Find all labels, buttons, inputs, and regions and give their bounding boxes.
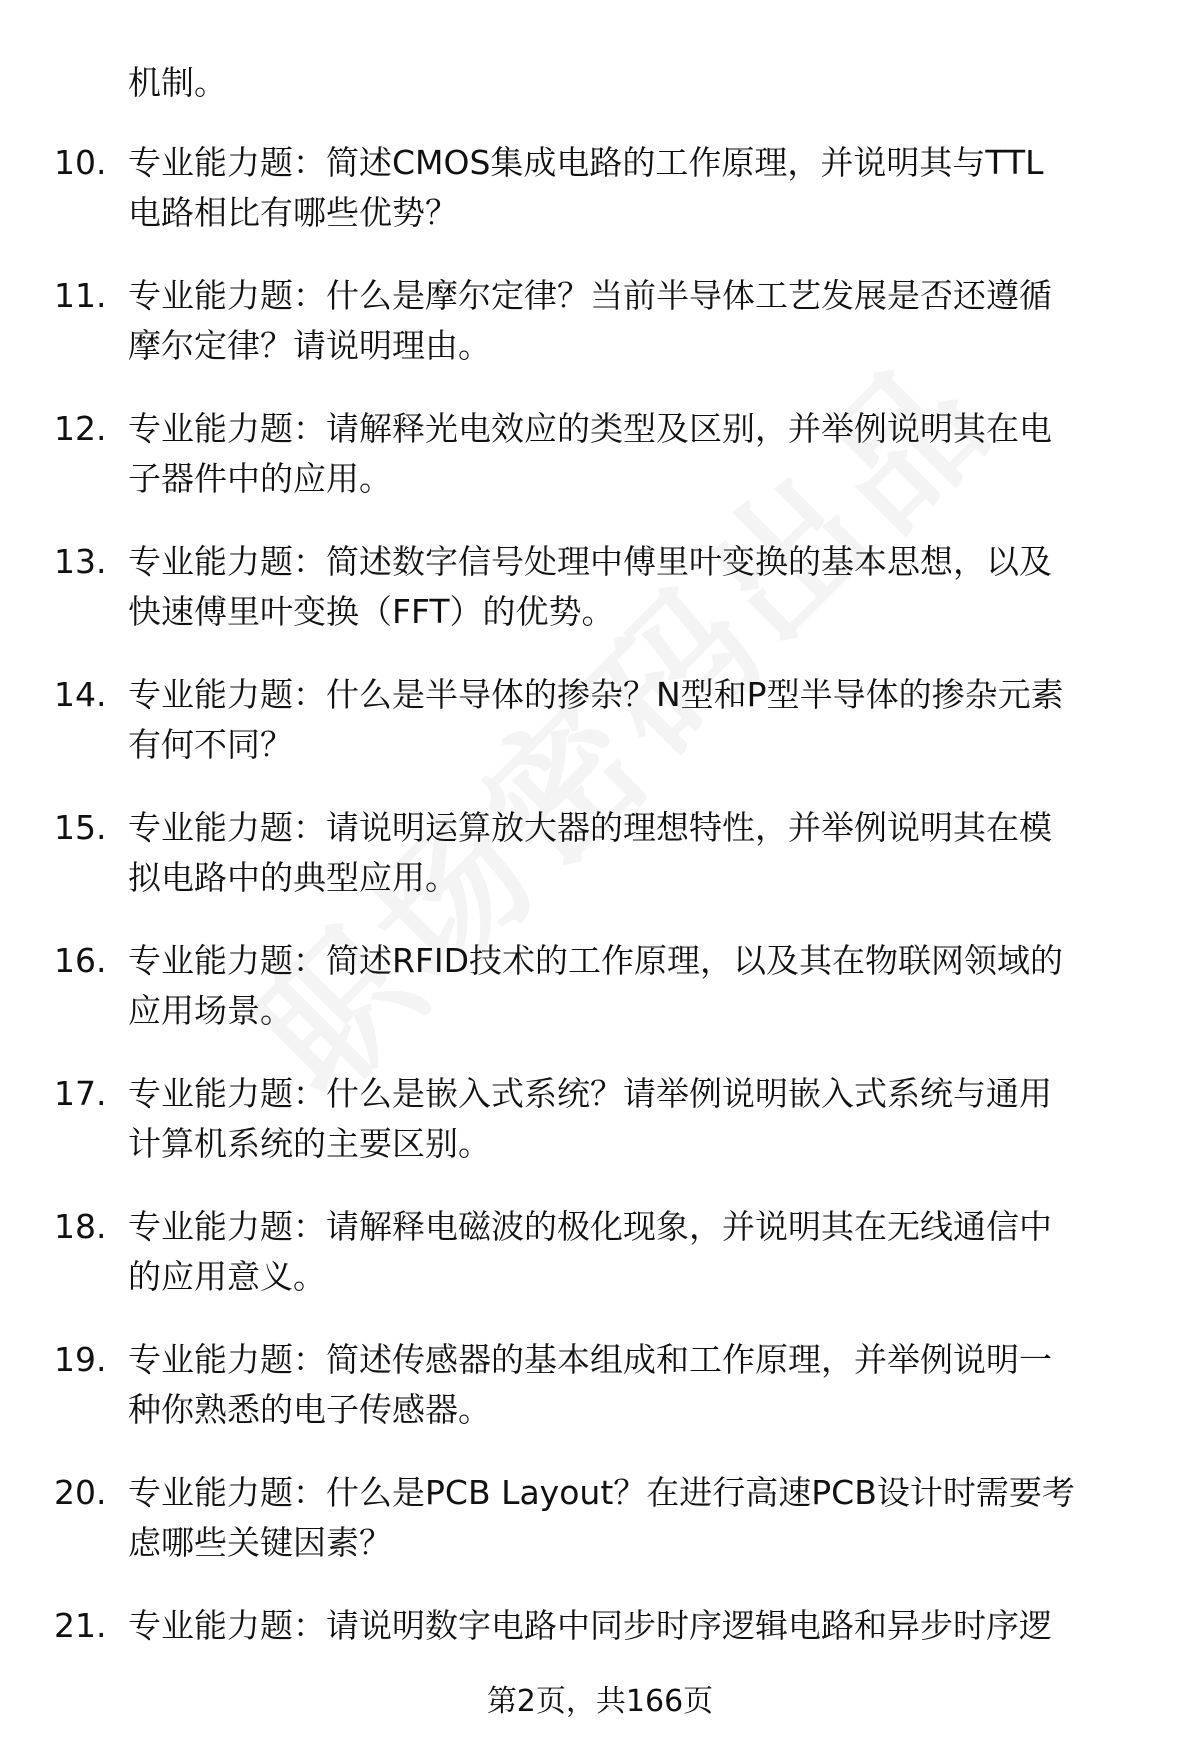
question-line: 专业能力题：什么是PCB Layout？在进行高速PCB设计时需要考	[128, 1473, 1075, 1512]
question-item	[0, 1069, 1200, 1202]
question-number: 16.	[54, 941, 107, 980]
question-text	[128, 803, 1158, 903]
question-list	[0, 138, 1200, 1734]
question-line: 快速傅里叶变换（FFT）的优势。	[128, 592, 615, 631]
page-number-footer: 第2页，共166页	[486, 1684, 714, 1719]
question-line: 虑哪些关键因素？	[128, 1523, 392, 1562]
question-number: 15.	[54, 808, 107, 847]
question-line: 专业能力题：简述RFID技术的工作原理，以及其在物联网领域的	[128, 941, 1064, 980]
question-line: 电路相比有哪些优势？	[128, 193, 458, 232]
question-text	[128, 936, 1158, 1036]
question-line: 应用场景。	[128, 991, 293, 1030]
question-number: 12.	[54, 409, 107, 448]
continuation-text: 机制。	[128, 63, 227, 102]
question-line: 专业能力题：请说明运算放大器的理想特性，并举例说明其在模	[128, 808, 1052, 847]
question-number: 19.	[54, 1340, 107, 1379]
question-line: 计算机系统的主要区别。	[128, 1124, 491, 1163]
question-number: 13.	[54, 542, 107, 581]
question-text	[128, 404, 1158, 504]
question-text	[128, 1335, 1158, 1435]
question-item	[0, 936, 1200, 1069]
question-line: 专业能力题：请解释电磁波的极化现象，并说明其在无线通信中	[128, 1207, 1052, 1246]
question-text	[128, 1601, 1158, 1651]
question-text	[128, 271, 1158, 371]
question-item	[0, 1468, 1200, 1601]
question-number: 11.	[54, 276, 107, 315]
question-item	[0, 271, 1200, 404]
question-text	[128, 537, 1158, 637]
question-text	[128, 670, 1158, 770]
question-text	[128, 138, 1158, 238]
question-line: 专业能力题：简述传感器的基本组成和工作原理，并举例说明一	[128, 1340, 1052, 1379]
question-line: 专业能力题：简述数字信号处理中傅里叶变换的基本思想，以及	[128, 542, 1052, 581]
question-number: 18.	[54, 1207, 107, 1246]
question-line: 摩尔定律？请说明理由。	[128, 326, 491, 365]
question-item	[0, 537, 1200, 670]
question-line: 专业能力题：什么是半导体的掺杂？N型和P型半导体的掺杂元素	[128, 675, 1064, 714]
question-number: 21.	[54, 1606, 107, 1645]
question-line: 专业能力题：简述CMOS集成电路的工作原理，并说明其与TTL	[128, 143, 1044, 182]
question-line: 子器件中的应用。	[128, 459, 392, 498]
question-item	[0, 670, 1200, 803]
question-item	[0, 803, 1200, 936]
question-line: 专业能力题：什么是摩尔定律？当前半导体工艺发展是否还遵循	[128, 276, 1052, 315]
question-line: 拟电路中的典型应用。	[128, 858, 458, 897]
question-line: 有何不同？	[128, 725, 293, 764]
question-text	[128, 1069, 1158, 1169]
question-item	[0, 1335, 1200, 1468]
question-line: 种你熟悉的电子传感器。	[128, 1390, 491, 1429]
question-line: 专业能力题：请说明数字电路中同步时序逻辑电路和异步时序逻	[128, 1606, 1052, 1645]
question-line: 专业能力题：请解释光电效应的类型及区别，并举例说明其在电	[128, 409, 1052, 448]
question-number: 20.	[54, 1473, 107, 1512]
question-item	[0, 1202, 1200, 1335]
question-line: 的应用意义。	[128, 1257, 326, 1296]
question-number: 17.	[54, 1074, 107, 1113]
question-text	[128, 1202, 1158, 1302]
question-number: 14.	[54, 675, 107, 714]
question-text	[128, 1468, 1158, 1568]
question-item	[0, 404, 1200, 537]
question-item	[0, 138, 1200, 271]
question-line: 专业能力题：什么是嵌入式系统？请举例说明嵌入式系统与通用	[128, 1074, 1052, 1113]
question-number: 10.	[54, 143, 107, 182]
